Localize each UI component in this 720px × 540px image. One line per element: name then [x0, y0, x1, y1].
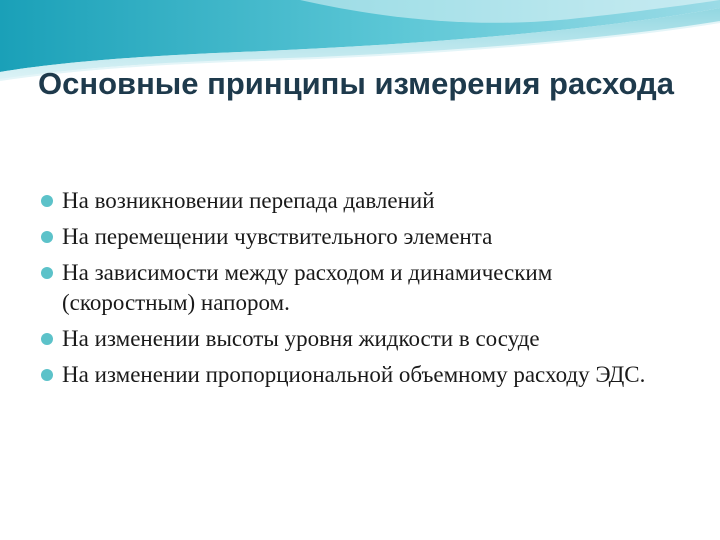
bullet-list [40, 183, 680, 393]
bullet-dot-icon [41, 195, 53, 207]
bullet-text: На зависимости между расходом и динамическим (скоростным) напором. [62, 260, 553, 315]
bullet-item [40, 219, 680, 255]
bullet-dot-icon [41, 231, 53, 243]
bullet-item [40, 255, 680, 321]
bullet-text: На изменении пропорциональной объемному расходу ЭДС. [62, 362, 646, 387]
slide-title: Основные принципы измерения расхода [38, 66, 674, 101]
bullet-text: На возникновении перепада давлений [62, 188, 435, 213]
bullet-item [40, 321, 680, 357]
bullet-text: На перемещении чувствительного элемента [62, 224, 493, 249]
bullet-item [40, 183, 680, 219]
bullet-dot-icon [41, 369, 53, 381]
bullet-item [40, 357, 680, 393]
bullet-dot-icon [41, 333, 53, 345]
bullet-text: На изменении высоты уровня жидкости в сосуде [62, 326, 540, 351]
bullet-dot-icon [41, 267, 53, 279]
